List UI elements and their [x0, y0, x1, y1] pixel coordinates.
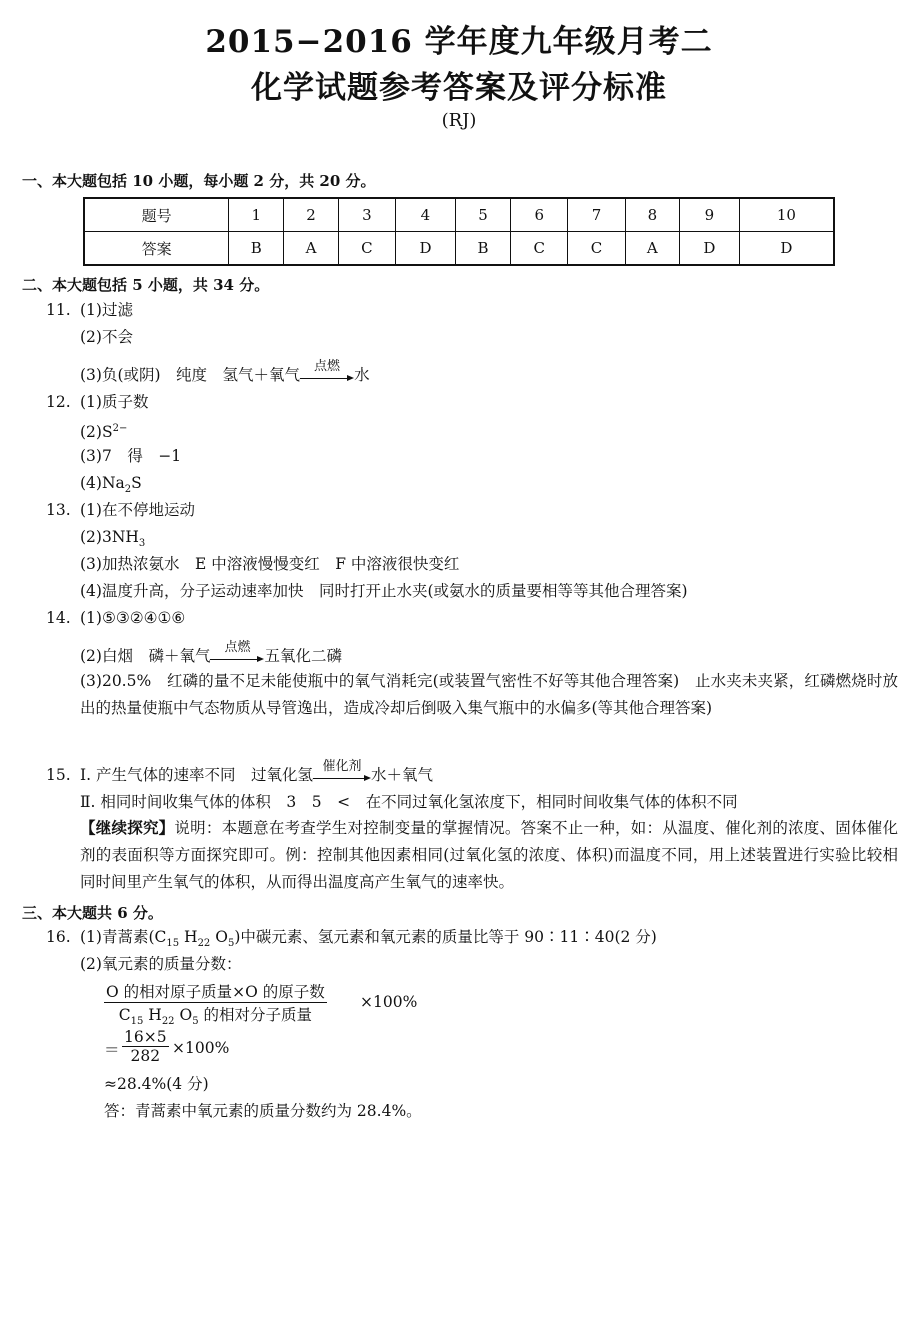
question-number: 6: [511, 198, 568, 232]
q12-answer-2: [80, 418, 127, 443]
arrow-head-icon: [364, 775, 371, 781]
q12-answer-4-text: (4)Na: [80, 474, 125, 492]
fraction-numerator: O 的相对原子质量×O 的原子数: [104, 980, 327, 1003]
q15-answer-1-text: Ⅰ. 产生气体的速率不同 过氧化氢: [80, 766, 313, 784]
ion-charge: 2−: [112, 423, 128, 434]
arrow-head-icon: [347, 375, 354, 381]
q16-number: 16.: [46, 928, 71, 946]
section3-heading: 三、本大题共 6 分。: [22, 904, 163, 922]
question-number: 8: [625, 198, 679, 232]
fraction-multiplier: ×100%: [360, 993, 418, 1011]
q16-text: (1)青蒿素(C: [80, 928, 167, 946]
q16-answer-2: (2)氧元素的质量分数：: [80, 955, 242, 973]
q12-number: 12.: [46, 393, 71, 411]
q15-explore: [80, 814, 898, 896]
q11-answer-3: [80, 359, 370, 386]
final-answer: 答：青蒿素中氧元素的质量分数约为 28.4%。: [104, 1102, 422, 1120]
fraction-numerator: 16×5: [124, 1028, 167, 1046]
q14-answer-3: (3)20.5% 红磷的量不足未能使瓶中的氧气消耗完(或装置气密性不好等其他合理答案) 止水夹未夹紧，红磷燃烧时放出的热量使瓶中气态物质从导管逸出，造成冷却后倒吸入集气瓶中的水偏多(等其他合理答案): [80, 672, 898, 717]
question-number: 3: [338, 198, 395, 232]
q14-answer-1: (1)⑤③②④①⑥: [80, 609, 186, 627]
explore-text: 说明：本题意在考查学生对控制变量的掌握情况。答案不止一种，如：从温度、催化剂的浓度、固体催化剂的表面积等方面探究即可。例：控制其他因素相同(过氧化氢的浓度、体积)而温度不同，用上述装置进行实验比较相同时间里产生氧气的体积，从而得出温度高产生氧气的速率快。: [80, 819, 898, 891]
answer-cell: C: [568, 232, 625, 266]
page-subtitle: 化学试题参考答案及评分标准: [251, 70, 667, 106]
answer-row: [84, 232, 834, 266]
section2-heading: 二、本大题包括 5 小题，共 34 分。: [22, 276, 270, 294]
answer-cell: A: [284, 232, 338, 266]
reaction-arrow: [313, 759, 371, 786]
reaction-condition: 点燃: [314, 359, 341, 374]
reaction-condition: 催化剂: [322, 759, 362, 774]
q16-text-tail: )中碳元素、氢元素和氧元素的质量比等于 90∶11∶40(2 分): [234, 928, 657, 946]
subscript: 22: [197, 938, 211, 950]
q11-answer-3-text: (3)负(或阴) 纯度 氢气＋氧气: [80, 366, 301, 384]
q13-answer-4: (4)温度升高，分子运动速率加快 同时打开止水夹(或氨水的质量要相等等其他合理答案): [80, 582, 688, 600]
row-label-question: 题号: [84, 198, 229, 232]
answer-cell: B: [455, 232, 510, 266]
question-number: 10: [739, 198, 834, 232]
element-h: H: [179, 928, 198, 946]
q16-answer-1: [80, 926, 657, 955]
q13-answer-1: (1)在不停地运动: [80, 501, 195, 519]
q12-answer-4: [80, 472, 142, 501]
reaction-arrow: [300, 359, 354, 386]
q12-answer-4-tail: S: [131, 474, 142, 492]
explore-tag: 【继续探究】: [80, 818, 175, 837]
subscript: 5: [227, 938, 235, 950]
page-title: 2015−2016 学年度九年级月考二: [205, 24, 713, 60]
subscript: 15: [166, 938, 180, 950]
element-h: H: [143, 1006, 162, 1024]
fraction-denominator: [104, 1003, 327, 1027]
answer-cell: D: [739, 232, 834, 266]
question-number: 2: [284, 198, 338, 232]
section1-heading: 一、本大题包括 10 小题，每小题 2 分，共 20 分。: [22, 172, 376, 190]
q12-answer-1: (1)质子数: [80, 393, 149, 411]
q13-answer-2-text: (2)3NH: [80, 528, 139, 546]
subscript: 5: [192, 1016, 199, 1028]
q15-answer-2: Ⅱ. 相同时间收集气体的体积 3 5 < 在不同过氧化氢浓度下，相同时间收集气体的体积不同: [80, 793, 738, 811]
q14-answer-2-text: (2)白烟 磷＋氧气: [80, 647, 211, 665]
fraction-formula: [104, 980, 327, 1027]
answer-cell: D: [680, 232, 740, 266]
q11-number: 11.: [46, 301, 71, 319]
answer-table: [83, 197, 835, 266]
q13-answer-3: (3)加热浓氨水 E 中溶液慢慢变红 F 中溶液很快变红: [80, 555, 460, 573]
answer-cell: D: [396, 232, 456, 266]
question-number: 7: [568, 198, 625, 232]
denominator-text: 的相对分子质量: [198, 1006, 312, 1024]
approx-result: ≈28.4%(4 分): [104, 1075, 209, 1093]
question-number: 5: [455, 198, 510, 232]
q15-answer-1-product: 水＋氧气: [370, 766, 433, 784]
q11-answer-3-product: 水: [354, 366, 370, 384]
element-c: C: [118, 1006, 131, 1024]
answer-cell: C: [338, 232, 395, 266]
answer-cell: B: [229, 232, 284, 266]
subscript: 15: [130, 1016, 144, 1028]
element-o: O: [174, 1006, 193, 1024]
question-number: 1: [229, 198, 284, 232]
question-number: 4: [396, 198, 456, 232]
q12-answer-2-text: (2)S: [80, 423, 113, 442]
fraction-value: [122, 1028, 169, 1065]
subscript: 2: [124, 484, 132, 496]
q11-answer-1: (1)过滤: [80, 301, 133, 319]
arrow-head-icon: [257, 656, 264, 662]
q13-number: 13.: [46, 501, 71, 519]
q14-answer-2: [80, 640, 342, 667]
q15-answer-1: [80, 759, 433, 786]
q14-answer-2-product: 五氧化二磷: [264, 647, 342, 665]
answer-cell: A: [625, 232, 679, 266]
answer-cell: C: [511, 232, 568, 266]
fraction-denominator: 282: [130, 1047, 161, 1065]
q15-number: 15.: [46, 766, 71, 784]
q12-answer-3: (3)7 得 −1: [80, 447, 182, 465]
subscript: 22: [161, 1016, 175, 1028]
question-number-row: [84, 198, 834, 232]
q11-answer-2: (2)不会: [80, 328, 133, 346]
equals-sign: ＝: [104, 1041, 120, 1059]
row-label-answer: 答案: [84, 232, 229, 266]
element-o: O: [210, 928, 228, 946]
edition-tag: (RJ): [441, 110, 477, 131]
subscript: 3: [138, 538, 146, 550]
fraction-multiplier: ×100%: [172, 1039, 230, 1057]
q14-number: 14.: [46, 609, 71, 627]
reaction-arrow: [210, 640, 264, 667]
q13-answer-2: [80, 526, 145, 555]
question-number: 9: [680, 198, 740, 232]
reaction-condition: 点燃: [224, 640, 251, 655]
